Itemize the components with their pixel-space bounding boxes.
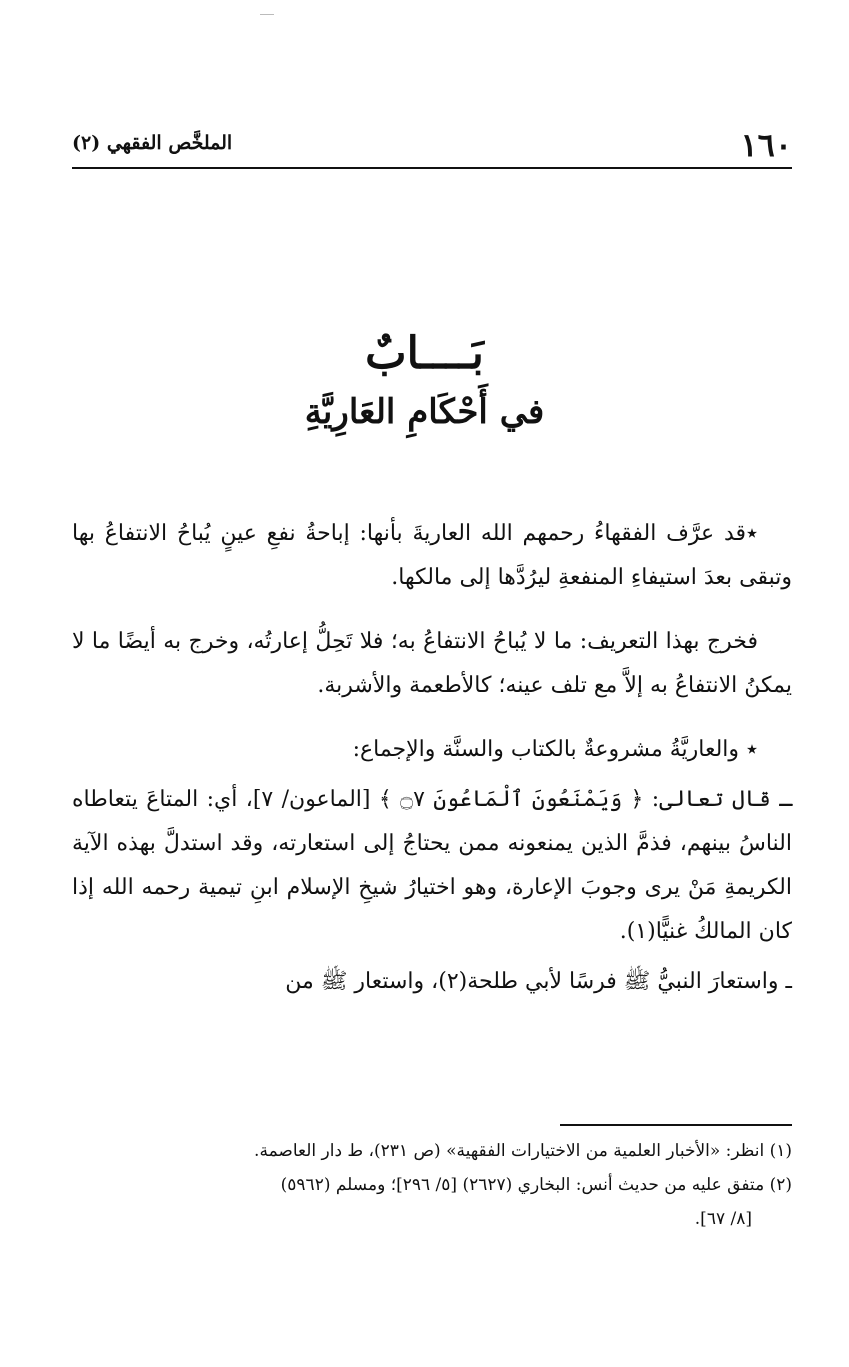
scan-mark — [260, 14, 274, 15]
paragraph-quran-evidence: ـ قال تعالى: ﴿ وَيَمْنَعُونَ ٱلْمَاعُونَ ۝٧ ﴾ [الماعون/ ٧]، أي: المتاعَ يتعاطاه الناسُ بينهم، فذمَّ الذين يمنعونه ممن يحتاجُ إلى استعارته، وقد استدلَّ بهذه الآية الكريمةِ مَنْ يرى وجوبَ الإعارة، وهو اختيارُ شيخِ الإسلام ابنِ تيمية رحمه الله إذا كان المالكُ غنيًّا(١). — [72, 787, 792, 944]
header-rule — [72, 167, 792, 169]
body-text — [72, 512, 792, 1024]
footnote-2-continuation: [٨/ ٦٧]. — [694, 1209, 752, 1229]
running-title: الملخَّص الفقهي (٢) — [72, 132, 233, 154]
footnote-2: (٢) متفق عليه من حديث أنس: البخاري (٢٦٢٧) [٥/ ٢٩٦]؛ ومسلم (٥٩٦٢) — [280, 1175, 792, 1195]
footnote-rule — [560, 1124, 792, 1126]
page-header — [72, 118, 792, 168]
footnote-1: (١) انظر: «الأخبار العلمية من الاختيارات الفقهية» (ص ٢٣١)، ط دار العاصمة. — [254, 1141, 792, 1161]
paragraph-definition: ٭قد عرَّف الفقهاءُ رحمهم الله العاريةَ بأنها: إباحةُ نفعِ عينٍ يُباحُ الانتفاعُ بها وتبقى بعدَ استيفاءِ المنفعةِ ليرُدَّها إلى مالكها. — [72, 521, 792, 590]
footnotes — [72, 1134, 792, 1236]
paragraph-legitimacy: ٭ والعاريَّةُ مشروعةٌ بالكتاب والسنَّة والإجماع: — [352, 737, 758, 762]
chapter-label: بَــــابٌ — [365, 328, 484, 379]
paragraph-sunnah-evidence: ـ واستعارَ النبيُّ ﷺ فرسًا لأبي طلحة(٢)، واستعار ﷺ من — [285, 969, 792, 994]
chapter-title: في أَحْكَامِ العَارِيَّةِ — [304, 392, 545, 432]
paragraph-exclusions: فخرج بهذا التعريف: ما لا يُباحُ الانتفاعُ به؛ فلا تَحِلُّ إعارتُه، وخرج به أيضًا ما لا يمكنُ الانتفاعُ به إلاَّ مع تلف عينه؛ كالأطعمة والأشربة. — [72, 629, 792, 698]
page-number: ١٦٠ — [740, 126, 792, 164]
